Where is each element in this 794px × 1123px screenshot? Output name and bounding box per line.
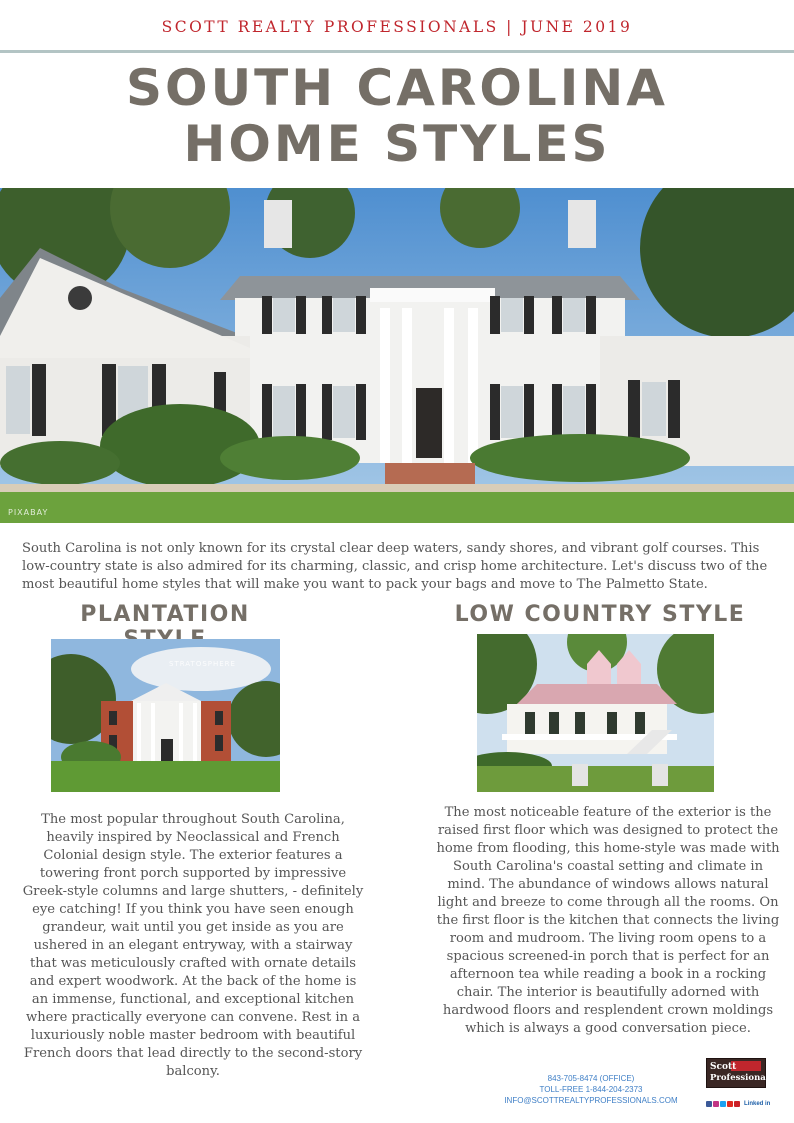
contact-block <box>486 1073 696 1106</box>
instagram-icon[interactable] <box>713 1101 719 1107</box>
facebook-icon[interactable] <box>706 1101 712 1107</box>
logo-line-1: Scott <box>710 1062 737 1072</box>
plantation-heading: PLANTATION <box>80 602 250 627</box>
plantation-body: The most popular throughout South Carolina, heavily inspired by Neoclassical and French Colonial design style. The exterior features a towering front porch supported by impressive Greek-style columns and large shutters, - definitely eye catching! If you think you have seen enough grandeur, wait until you get inside as you are ushered in an elegant entryway, with a stairway that was meticulously crafted with ornate details and expert woodwork. At the back of the home is an immense, functional, and exceptional kitchen where practically everyone can convene. Rest in a luxuriously noble master bedroom with beautiful French doors that lead directly to the second-story balcony. <box>22 812 364 1079</box>
page-title <box>0 60 794 172</box>
header-banner <box>0 0 794 53</box>
lowcountry-heading: LOW COUNTRY STYLE <box>454 602 746 627</box>
photo-watermark: STRATOSPHERE <box>169 660 236 668</box>
logo-line-2: Professionals <box>710 1073 774 1083</box>
tollfree-phone[interactable]: TOLL-FREE 1-844-204-2373 <box>539 1085 643 1094</box>
company-logo <box>706 1058 774 1088</box>
contact-email[interactable]: INFO@SCOTTREALTYPROFESSIONALS.COM <box>504 1096 678 1105</box>
plantation-photo <box>51 639 280 792</box>
twitter-icon[interactable] <box>720 1101 726 1107</box>
banner-text: SCOTT REALTY PROFESSIONALS | JUNE 2019 <box>161 18 633 36</box>
youtube-icon[interactable] <box>727 1101 733 1107</box>
hero-image <box>0 188 794 523</box>
photo-credit: PIXABAY <box>8 508 49 517</box>
linkedin-icon[interactable]: Linked in <box>744 1101 771 1107</box>
lowcountry-body: The most noticeable feature of the exterior is the raised first floor which was designed to protect the home from flooding, this home-style was made with South Carolina's coastal setting and climate in mind. The abundance of windows allows natural light and breeze to come through all the rooms. On the first floor is the kitchen that connects the living room and mudroom. The living room opens to a spacious screened-in porch that is perfect for an afternoon tea while reading a book in a rocking chair. The interior is beautifully adorned with hardwood floors and resplendent crown moldings which is always a good conversation piece. <box>436 805 780 1036</box>
intro-paragraph: South Carolina is not only known for its crystal clear deep waters, sandy shores, and vibrant golf courses. This low-country state is also admired for its charming, classic, and crisp home architecture. Let's discuss two of the most beautiful home styles that will make you want to pack your bags and move to The Palmetto State. <box>22 541 768 592</box>
lowcountry-photo <box>477 634 714 792</box>
office-phone[interactable]: 843-705-8474 (OFFICE) <box>547 1074 635 1083</box>
title-line-1: SOUTH CAROLINA <box>126 59 668 117</box>
social-links <box>706 1101 770 1107</box>
pinterest-icon[interactable] <box>734 1101 740 1107</box>
title-line-2: HOME STYLES <box>183 115 611 173</box>
